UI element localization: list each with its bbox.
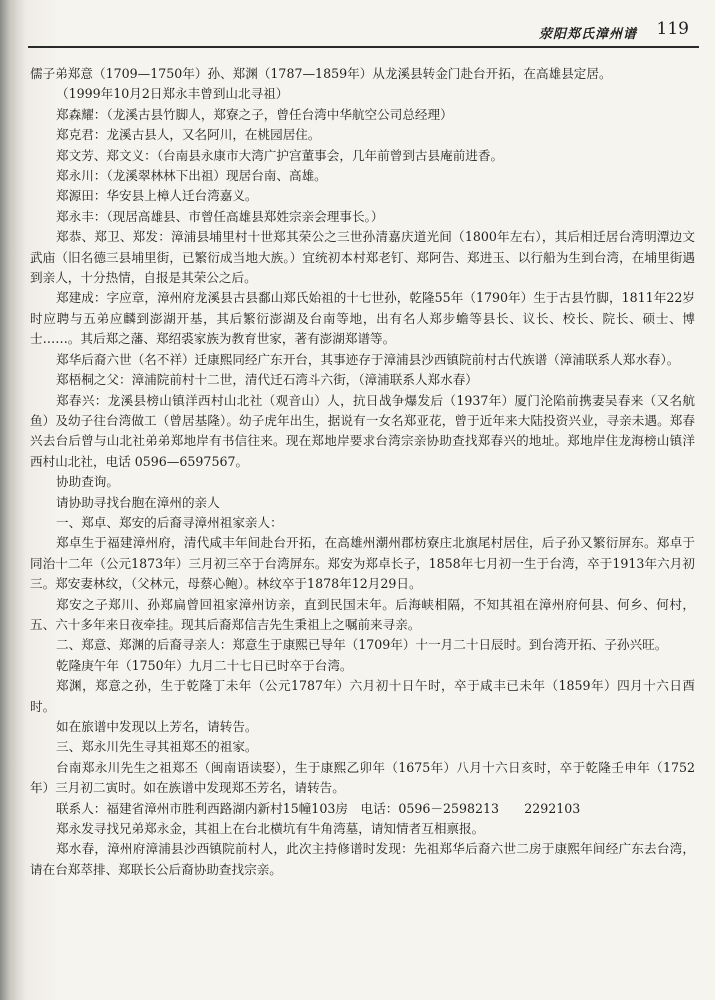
paragraph: 乾隆庚午年（1750年）九月二十七日已时卒于台湾。 bbox=[56, 657, 353, 673]
paragraph: 郑建成：字应章，漳州府龙溪县古县鄱山郑氏始祖的十七世孙，乾隆55年（1790年）生于古县竹脚，1811年22岁时应聘与五弟应麟到澎湖开基，其后繁衍澎湖及台南等地，出有名人郑步蟾等县长、议长、校长、院长、硕士、博士……。其后郑之藩、郑绍裘家族为教育世家，著有澎湖郑谱等。 bbox=[30, 290, 695, 347]
paragraph: 郑森耀：（龙溪古县竹脚人，郑寮之子，曾任台湾中华航空公司总经理） bbox=[56, 106, 453, 122]
paragraph: 台南郑永川先生之祖郑丕（闽南语读娶），生于康熙乙卯年（1675年）八月十六日亥时，卒于乾隆壬申年（1752年）三月初二寅时。如在族谱中发现郑丕芳名，请转告。 bbox=[30, 759, 695, 796]
paragraph: 联系人：福建省漳州市胜利西路湖内新村15幢103房 电话：0596－2598213 2292103 bbox=[56, 800, 581, 816]
paragraph: 郑春兴：龙溪县榜山镇洋西村山北社（观音山）人，抗日战争爆发后（1937年）厦门沦陷前携妻吴春来（又名航鱼）及幼子往台湾做工（曾居基隆）。幼子虎年出生，据说有一女名郑亚花，曾于近年来大陆投资兴业，寻亲未遇。郑春兴去台后曾与山北社弟弟郑地岸有书信往来。现在郑地岸要求台湾宗亲协助查找郑春兴的地址。郑地岸住龙海榜山镇洋西村山北社，电话 0596—6597567。 bbox=[30, 392, 695, 469]
paragraph: 郑克君：龙溪古县人，又名阿川，在桃园居住。 bbox=[56, 127, 321, 143]
body-text bbox=[30, 64, 695, 880]
paragraph: 郑源田：华安县上樟人迁台湾嘉义。 bbox=[56, 188, 258, 204]
paragraph: 郑永川：（龙溪翠林林下出祖）现居台南、高雄。 bbox=[56, 168, 327, 184]
running-title: 荥阳郑氏漳州谱 bbox=[538, 27, 637, 42]
paragraph: 郑恭、郑卫、郑发：漳浦县埔里村十世郑其荣公之三世孙清嘉庆道光间（1800年左右），其后相迁居台湾明潭边文武庙（旧名德三县埔里街，已繁衍成当地大族。）宜统初本村郑老钉、郑阿告、郑进玉、以行船为生到台湾，在埔里街遇到亲人，十分热情，自报是其荣公之后。 bbox=[30, 229, 695, 286]
paragraph: 一、郑卓、郑安的后裔寻漳州祖家亲人： bbox=[56, 514, 283, 530]
paragraph: （1999年10月2日郑永丰曾到山北寻祖） bbox=[56, 86, 289, 102]
paragraph: 儒子弟郑意（1709—1750年）孙、郑渊（1787—1859年）从龙溪县转金门赴台开拓，在高雄县定居。 bbox=[30, 66, 612, 81]
paragraph: 郑梧桐之父：漳浦院前村十二世，清代迁石湾斗六街，（漳浦联系人郑水春） bbox=[56, 372, 478, 388]
paragraph: 郑永发寻找兄弟郑永金，其祖上在台北横坑有牛角湾墓，请知情者互相禀报。 bbox=[56, 821, 485, 837]
paragraph: 三、郑永川先生寻其祖郑丕的祖家。 bbox=[56, 739, 258, 755]
paragraph: 郑安之子郑川、孙郑扁曾回祖家漳州访亲，直到民国末年。后海峡相隔，不知其祖在漳州府何县、何乡、何村，五、六十多年来日夜牵挂。现其后裔郑信吉先生秉祖上之嘱前来寻亲。 bbox=[30, 596, 695, 632]
paragraph: 郑卓生于福建漳州府，清代咸丰年间赴台开拓，在高雄州潮州郡枋寮庄北旗尾村居住，后子孙又繁衍屏东。郑卓于同治十二年（公元1873年）三月初三卒于台湾屏东。郑安为郑卓长子，1858年七月初一生于台湾，卒于1913年六月初三。郑安妻林纹，（父林元，母蔡心鲍）。林纹卒于1878年12月29日。 bbox=[30, 535, 695, 592]
paragraph: 请协助寻找台胞在漳州的亲人 bbox=[56, 494, 220, 510]
paragraph: 二、郑意、郑渊的后裔寻亲人：郑意生于康熙已导年（1709年）十一月二十日辰时。到台湾开拓、子孙兴旺。 bbox=[56, 637, 668, 653]
page-header bbox=[28, 16, 699, 48]
paragraph: 协助查询。 bbox=[56, 474, 119, 490]
paragraph: 郑水春，漳州府漳浦县沙西镇院前村人，此次主持修谱时发现：先祖郑华后裔六世二房于康熙年间经广东去台湾，请在台郑萃排、郑联长公后裔协助查找宗亲。 bbox=[30, 841, 695, 877]
paragraph: 郑文芳、郑文义：（台南县永康市大湾广护宫董事会，几年前曾到古县庵前进香。 bbox=[56, 147, 504, 163]
paragraph: 郑渊，郑意之孙，生于乾隆丁未年（公元1787年）六月初十日午时，卒于咸丰已未年（1859年）四月十六日酉时。 bbox=[30, 678, 695, 714]
paragraph: 如在旅谱中发现以上芳名，请转告。 bbox=[56, 719, 258, 734]
paragraph: 郑永丰：（现居高雄县、市曾任高雄县郑姓宗亲会理事长。） bbox=[56, 208, 384, 224]
paragraph: 郑华后裔六世（名不祥）迁康熙同经广东开台，其事迹存于漳浦县沙西镇院前村古代族谱（漳浦联系人郑水春）。 bbox=[56, 351, 680, 367]
page-number: 119 bbox=[656, 19, 689, 39]
